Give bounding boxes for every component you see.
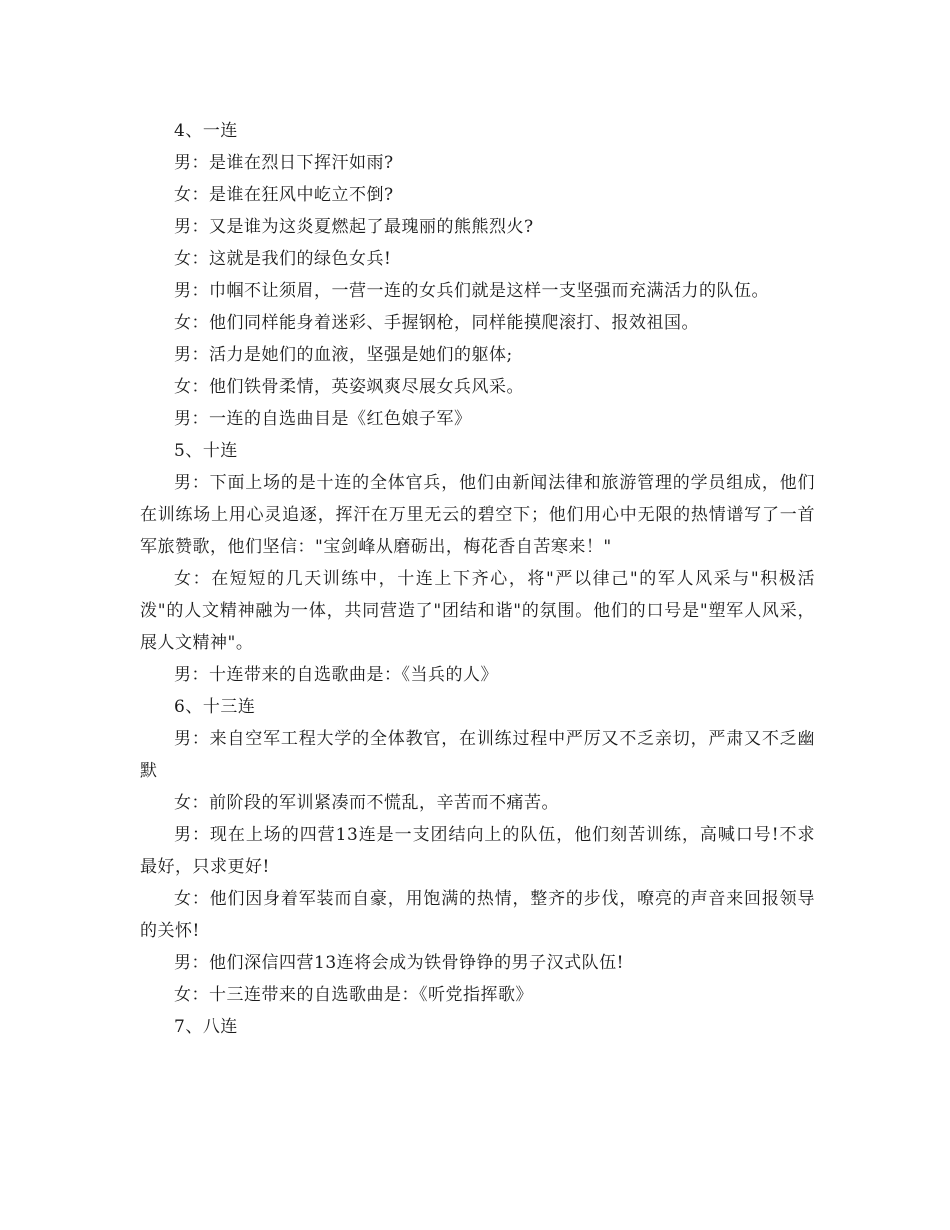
paragraph: 男：一连的自选曲目是《红色娘子军》 — [174, 409, 472, 429]
paragraph: 男：他们深信四营13连将会成为铁骨铮铮的男子汉式队伍! — [174, 953, 624, 973]
paragraph: 女：在短短的几天训练中，十连上下齐心，将"严以律己"的军人风采与"积极活泼"的人文精神融为一体，共同营造了"团结和谐"的氛围。他们的口号是"塑军人风采，展人文精神"。 — [140, 569, 815, 653]
document-body — [140, 115, 815, 1043]
section-heading: 5、十连 — [174, 441, 238, 461]
paragraph: 男：活力是她们的血液，坚强是她们的躯体; — [174, 345, 513, 365]
paragraph: 男：下面上场的是十连的全体官兵，他们由新闻法律和旅游管理的学员组成，他们在训练场上用心灵追逐，挥汗在万里无云的碧空下；他们用心中无限的热情谱写了一首军旅赞歌，他们坚信："宝剑峰从磨砺出，梅花香自苦寒来！" — [140, 473, 815, 557]
paragraph: 女：十三连带来的自选歌曲是：《听党指挥歌》 — [174, 985, 533, 1005]
paragraph: 男：现在上场的四营13连是一支团结向上的队伍，他们刻苦训练，高喊口号!不求最好，只求更好! — [140, 825, 815, 877]
paragraph: 女：他们铁骨柔情，英姿飒爽尽展女兵风采。 — [174, 377, 524, 397]
paragraph: 女：前阶段的军训紧凑而不慌乱，辛苦而不痛苦。 — [174, 793, 559, 813]
paragraph: 男：十连带来的自选歌曲是：《当兵的人》 — [174, 665, 498, 685]
section-heading: 7、八连 — [174, 1017, 238, 1037]
paragraph: 男：来自空军工程大学的全体教官，在训练过程中严厉又不乏亲切，严肃又不乏幽默 — [140, 729, 815, 781]
paragraph: 女：这就是我们的绿色女兵! — [174, 249, 392, 269]
paragraph: 男：巾帼不让须眉，一营一连的女兵们就是这样一支坚强而充满活力的队伍。 — [174, 281, 769, 301]
paragraph: 女：是谁在狂风中屹立不倒? — [174, 185, 394, 205]
paragraph: 男：又是谁为这炎夏燃起了最瑰丽的熊熊烈火? — [174, 217, 534, 237]
paragraph: 女：他们同样能身着迷彩、手握钢枪，同样能摸爬滚打、报效祖国。 — [174, 313, 699, 333]
section-heading: 6、十三连 — [174, 697, 256, 717]
section-heading: 4、一连 — [174, 121, 238, 141]
paragraph: 女：他们因身着军装而自豪，用饱满的热情，整齐的步伐，嘹亮的声音来回报领导的关怀! — [140, 889, 815, 941]
paragraph: 男：是谁在烈日下挥汗如雨? — [174, 153, 394, 173]
